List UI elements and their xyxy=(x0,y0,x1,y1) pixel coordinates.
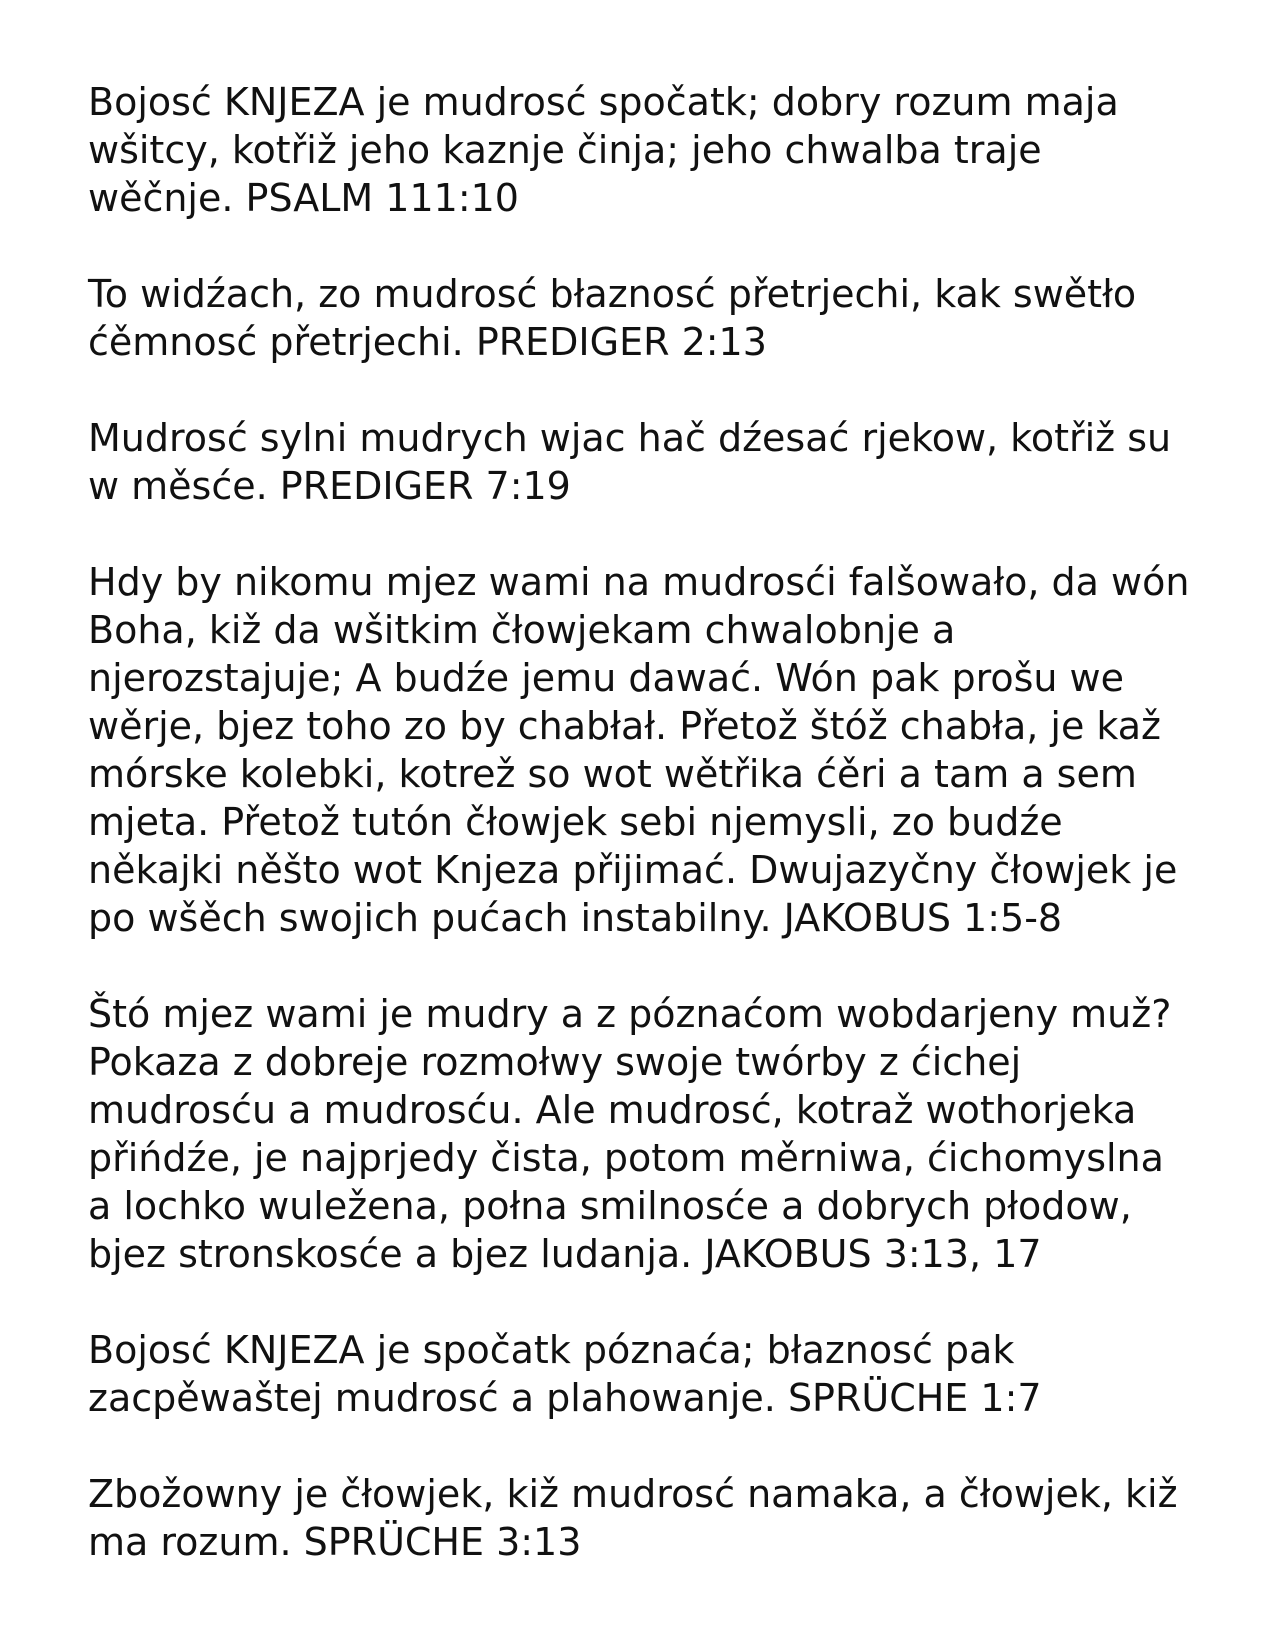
verse-jakobus-3-13-17: Štó mjez wami je mudry a z póznaćom wobdarjeny muž? Pokaza z dobreje rozmołwy swoje twórby z ćichej mudrosću a mudrosću. Ale mudrosć, kotraž wothorjeka přińdźe, je najprjedy čista, potom měrniwa, ćichomyslna a lochko wuležena, połna smilnosće a dobrych płodow, bjez stronskosće a bjez ludanja. JAKOBUS 3:13, 17 xyxy=(88,992,1172,1276)
verse-prediger-2-13: To widźach, zo mudrosć błaznosć přetrjechi, kak swětło ćěmnosć přetrjechi. PREDIGER 2:13 xyxy=(88,272,1137,364)
verse-spruche-1-7: Bojosć KNJEZA je spočatk póznaća; błaznosć pak zacpěwaštej mudrosć a plahowanje. SPRÜCHE 1:7 xyxy=(88,1328,1042,1420)
verse-spruche-3-13: Zbožowny je čłowjek, kiž mudrosć namaka, a čłowjek, kiž ma rozum. SPRÜCHE 3:13 xyxy=(88,1472,1178,1564)
verse-psalm-111-10: Bojosć KNJEZA je mudrosć spočatk; dobry rozum maja wšitcy, kotřiž jeho kaznje činja; jeho chwalba traje wěčnje. PSALM 111:10 xyxy=(88,80,1119,220)
verse-prediger-7-19: Mudrosć sylni mudrych wjac hač dźesać rjekow, kotřiž su w měsće. PREDIGER 7:19 xyxy=(88,416,1172,508)
document-page xyxy=(88,78,1248,1614)
verse-jakobus-1-5-8: Hdy by nikomu mjez wami na mudrosći falšowało, da wón Boha, kiž da wšitkim čłowjekam chwalobnje a njerozstajuje; A budźe jemu dawać. Wón pak prošu we wěrje, bjez toho zo by chabłał. Přetož štóž chabła, je kaž mórske kolebki, kotrež so wot wětřika ćěri a tam a sem mjeta. Přetož tutón čłowjek sebi njemysli, zo budźe někajki něšto wot Knjeza přijimać. Dwujazyčny čłowjek je po wšěch swojich pućach instabilny. JAKOBUS 1:5-8 xyxy=(88,560,1190,940)
